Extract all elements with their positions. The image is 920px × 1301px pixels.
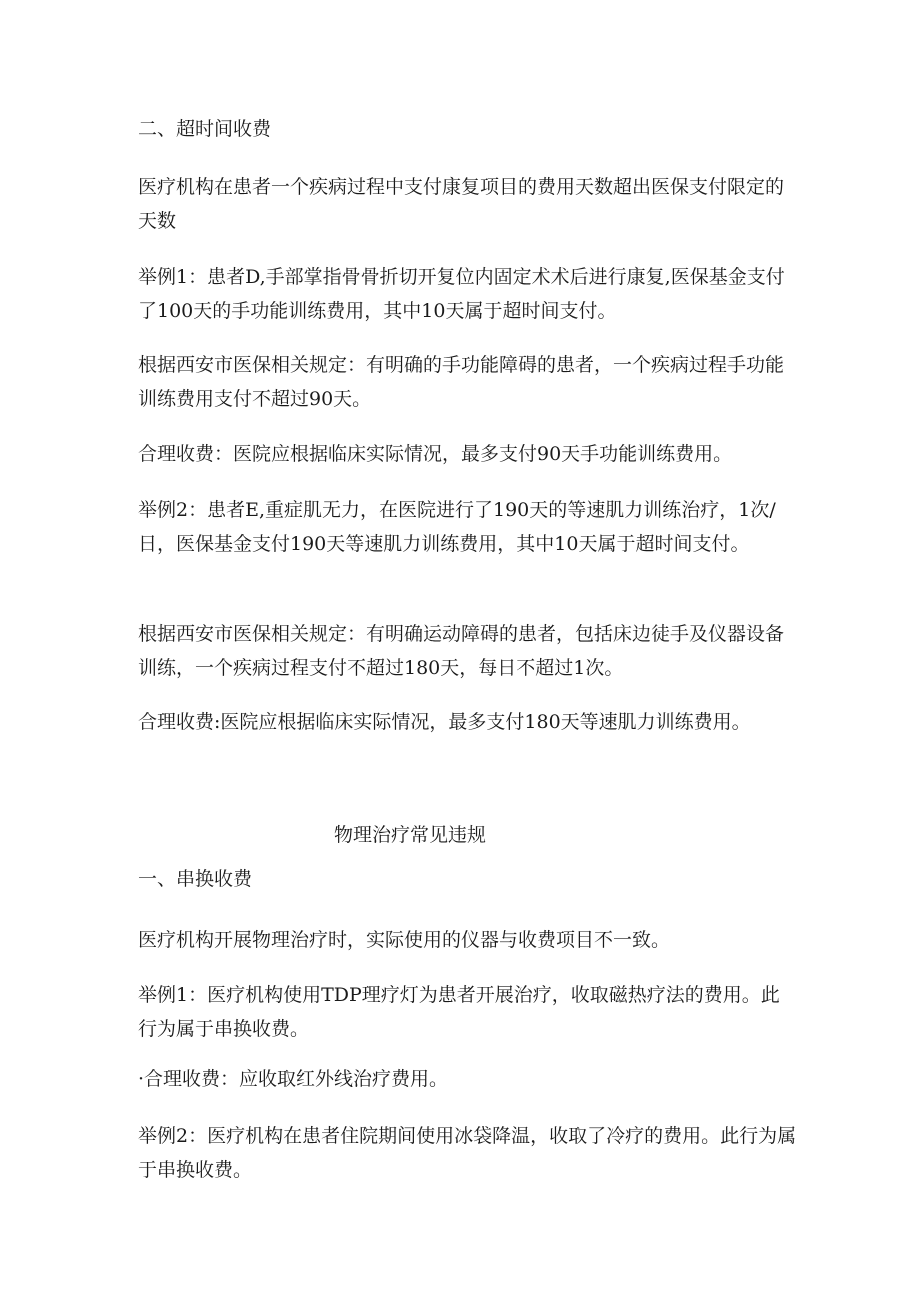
section-heading-substitution-charge: 一、串换收费 — [138, 868, 253, 890]
substitution-example-2: 举例2：医疗机构在患者住院期间使用冰袋降温，收取了冷疗的费用。此行为属于串换收费。 — [138, 1125, 797, 1181]
overtime-example-2: 举例2：患者E,重症肌无力，在医院进行了190天的等速肌力训练治疗，1次/日，医保基金支付190天等速肌力训练费用，其中10天属于超时间支付。 — [138, 499, 776, 555]
overtime-rule-2: 根据西安市医保相关规定：有明确运动障碍的患者，包括床边徒手及仪器设备训练，一个疾病过程支付不超过180天，每日不超过1次。 — [138, 623, 785, 679]
overtime-rule-1: 根据西安市医保相关规定：有明确的手功能障碍的患者，一个疾病过程手功能训练费用支付不超过90天。 — [138, 354, 785, 410]
overtime-reasonable-charge-1: 合理收费：医院应根据临床实际情况，最多支付90天手功能训练费用。 — [138, 443, 733, 465]
section-heading-overtime-charge: 二、超时间收费 — [138, 118, 272, 140]
substitution-example-1: 举例1：医疗机构使用TDP理疗灯为患者开展治疗，收取磁热疗法的费用。此行为属于串换收费。 — [138, 984, 780, 1040]
substitution-reasonable-charge-1: ·合理收费：应收取红外线治疗费用。 — [138, 1068, 449, 1090]
physiotherapy-violations-title: 物理治疗常见违规 — [333, 824, 486, 846]
substitution-definition: 医疗机构开展物理治疗时，实际使用的仪器与收费项目不一致。 — [138, 929, 671, 951]
overtime-reasonable-charge-2: 合理收费:医院应根据临床实际情况，最多支付180天等速肌力训练费用。 — [138, 711, 751, 733]
overtime-example-1: 举例1：患者D,手部掌指骨骨折切开复位内固定术术后进行康复,医保基金支付了100天的手功能训练费用，其中10天属于超时间支付。 — [138, 266, 785, 322]
overtime-definition: 医疗机构在患者一个疾病过程中支付康复项目的费用天数超出医保支付限定的天数 — [138, 176, 785, 232]
